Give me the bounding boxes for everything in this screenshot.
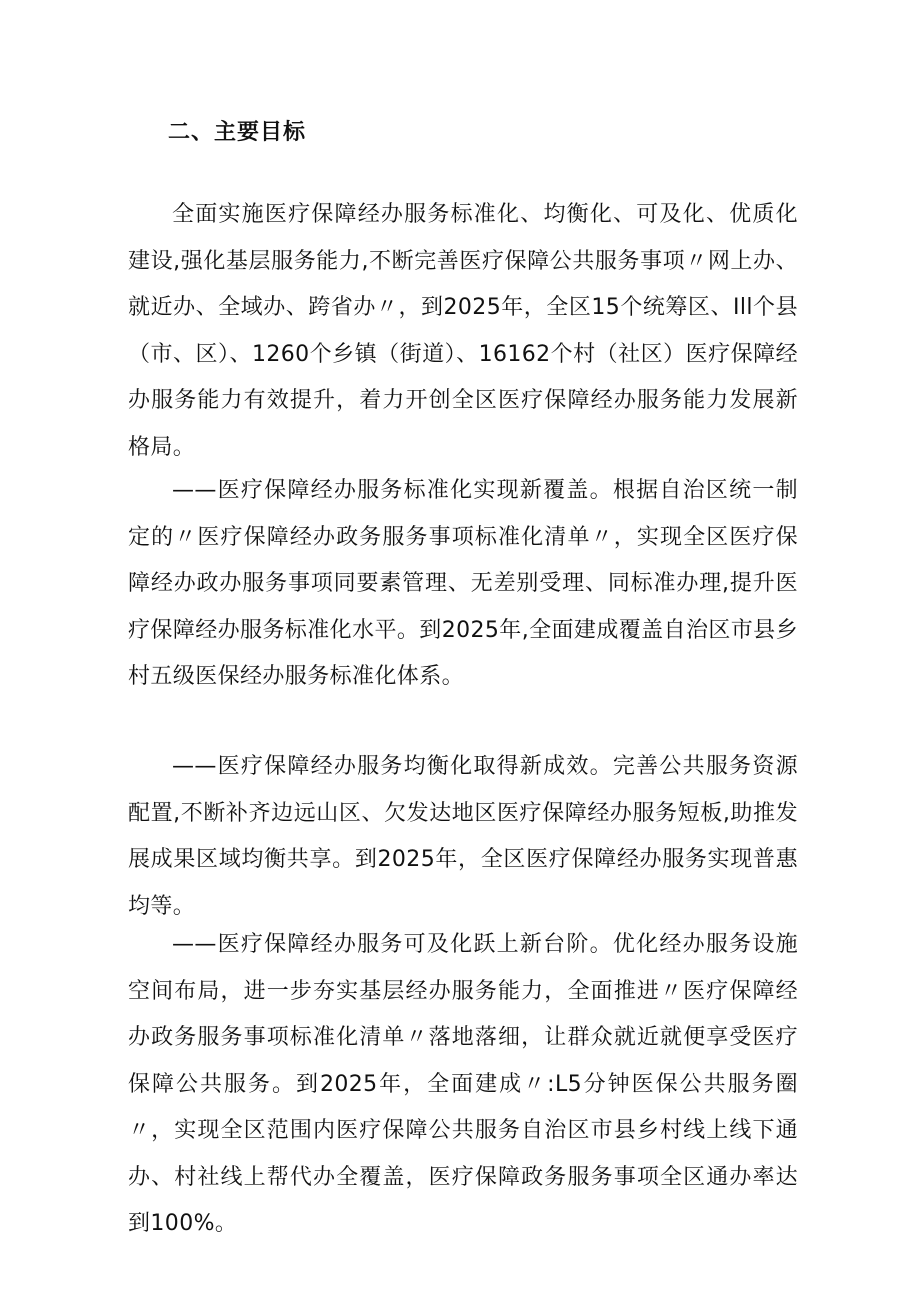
section-heading: 二、主要目标 <box>168 120 307 145</box>
paragraph-standardization: ——医疗保障经办服务标准化实现新覆盖。根据自治区统一制定的〃医疗保障经办政务服务事项标准化清单〃，实现全区医疗保障经办政办服务事项同要素管理、无差别受理、同标准办理,提升医疗保障经办服务标准化水平。到2025年,全面建成覆盖自治区市县乡村五级医保经办服务标准化体系。 <box>128 478 798 689</box>
paragraph-accessibility: ——医疗保障经办服务可及化跃上新台阶。优化经办服务设施空间布局，进一步夯实基层经办服务能力，全面推进〃医疗保障经办政务服务事项标准化清单〃落地落细，让群众就近就便享受医疗保障公共服务。到2025年，全面建成〃:L5分钟医保公共服务圈〃，实现全区范围内医疗保障公共服务自治区市县乡村线上线下通办、村社线上帮代办全覆盖，医疗保障政务服务事项全区通办率达到100%。 <box>128 932 798 1236</box>
paragraph-equalization: ——医疗保障经办服务均衡化取得新成效。完善公共服务资源配置,不断补齐边远山区、欠发达地区医疗保障经办服务短板,助推发展成果区域均衡共享。到2025年，全区医疗保障经办服务实现普惠均等。 <box>128 754 798 919</box>
paragraph-overall-goal: 全面实施医疗保障经办服务标准化、均衡化、可及化、优质化建设,强化基层服务能力,不断完善医疗保障公共服务事项〃网上办、就近办、全域办、跨省办〃，到2025年，全区15个统筹区、Ill个县（市、区）、1260个乡镇（街道）、16162个村（社区）医疗保障经办服务能力有效提升，着力开创全区医疗保障经办服务能力发展新格局。 <box>128 202 798 460</box>
